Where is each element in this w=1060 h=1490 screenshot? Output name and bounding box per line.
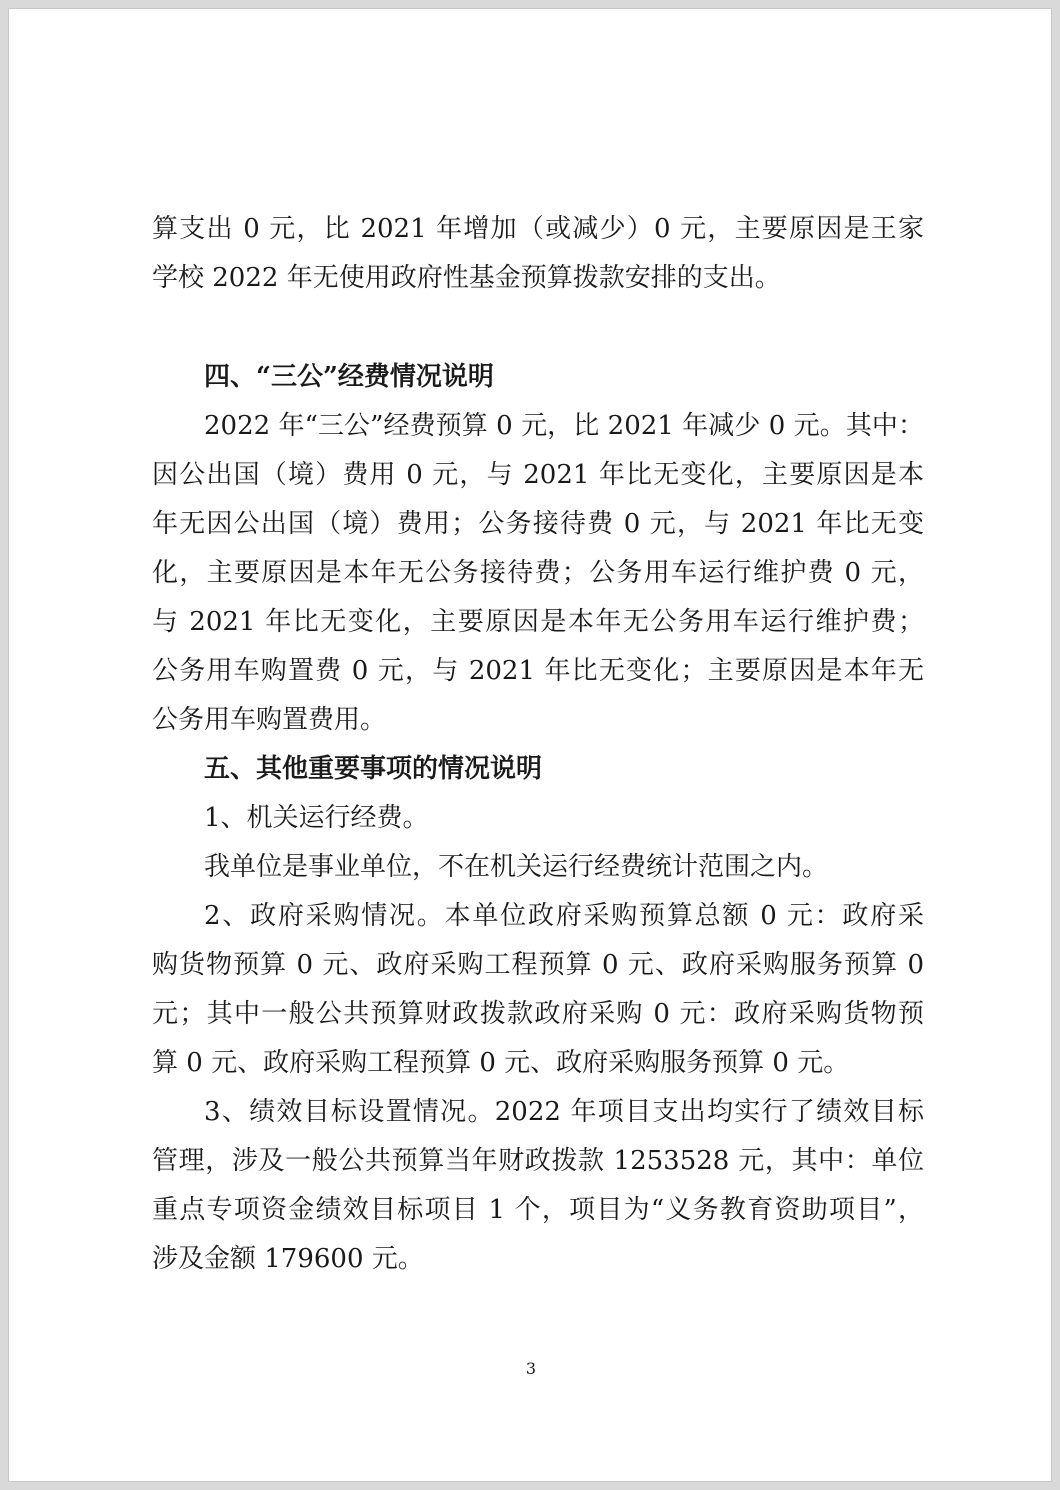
paragraph-line: 元；其中一般公共预算财政拨款政府采购 0 元：政府采购货物预 — [152, 999, 924, 1029]
document-page — [8, 8, 1052, 1482]
paragraph-line: 涉及金额 179600 元。 — [152, 1244, 424, 1274]
paragraph-line: 我单位是事业单位，不在机关运行经费统计范围之内。 — [204, 852, 829, 882]
paragraph-line: 年无因公出国（境）费用；公务接待费 0 元，与 2021 年比无变 — [152, 509, 924, 539]
paragraph-line: 购货物预算 0 元、政府采购工程预算 0 元、政府采购服务预算 0 — [152, 950, 924, 980]
paragraph-line: 化，主要原因是本年无公务接待费；公务用车运行维护费 0 元， — [152, 558, 924, 588]
page-number: 3 — [525, 1359, 537, 1378]
paragraph-line: 因公出国（境）费用 0 元，与 2021 年比无变化，主要原因是本 — [152, 460, 924, 490]
section-heading-other-matters: 五、其他重要事项的情况说明 — [204, 754, 543, 784]
paragraph-line: 2、政府采购情况。本单位政府采购预算总额 0 元：政府采 — [204, 901, 924, 931]
paragraph-line: 公务用车购置费 0 元，与 2021 年比无变化；主要原因是本年无 — [152, 656, 924, 686]
paragraph-line: 算 0 元、政府采购工程预算 0 元、政府采购服务预算 0 元。 — [152, 1048, 850, 1078]
paragraph-line: 2022 年“三公”经费预算 0 元，比 2021 年减少 0 元。其中： — [204, 411, 924, 441]
paragraph-line: 3、绩效目标设置情况。2022 年项目支出均实行了绩效目标 — [204, 1097, 924, 1127]
paragraph-line: 1、机关运行经费。 — [204, 803, 429, 833]
paragraph-line: 学校 2022 年无使用政府性基金预算拨款安排的支出。 — [152, 263, 781, 293]
section-heading-san-gong: 四、“三公”经费情况说明 — [204, 362, 494, 392]
paragraph-line: 重点专项资金绩效目标项目 1 个，项目为“义务教育资助项目”， — [152, 1195, 924, 1225]
paragraph-line: 管理，涉及一般公共预算当年财政拨款 1253528 元，其中：单位 — [152, 1146, 924, 1176]
paragraph-line: 算支出 0 元，比 2021 年增加（或减少）0 元，主要原因是王家 — [152, 214, 924, 244]
paragraph-line: 公务用车购置费用。 — [152, 705, 387, 735]
paragraph-line: 与 2021 年比无变化，主要原因是本年无公务用车运行维护费； — [152, 607, 924, 637]
